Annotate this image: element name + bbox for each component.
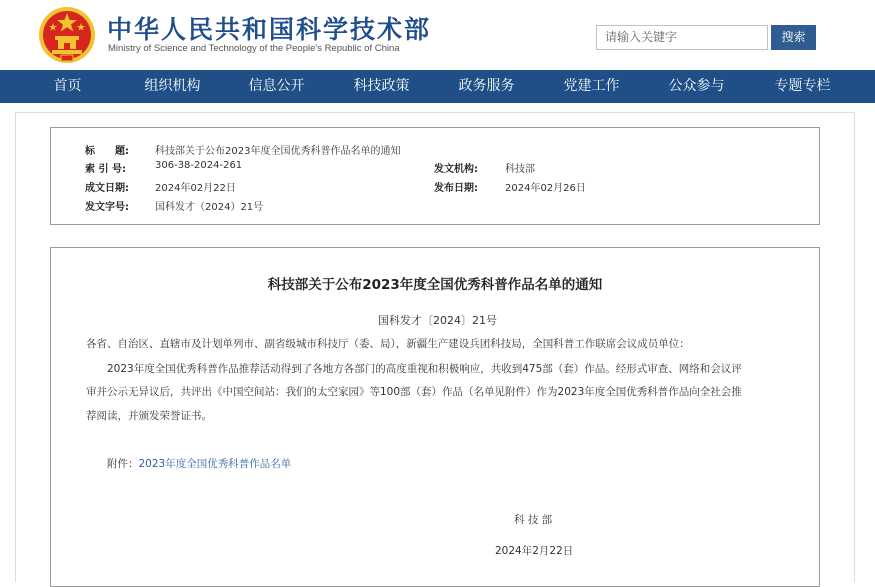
article-signature: 科 技 部 xyxy=(514,514,553,526)
meta-index-value: 306-38-2024-261 xyxy=(155,160,243,171)
site-header xyxy=(0,0,875,70)
meta-title-label: 标 题: xyxy=(85,146,129,157)
site-subtitle: Ministry of Science and Technology of the People's Republic of China xyxy=(108,43,400,54)
article-body-line: 荐阅读，并颁发荣誉证书。 xyxy=(86,410,212,422)
site-title: 中华人民共和国科学技术部 xyxy=(107,15,432,44)
meta-issuer-label: 发文机构: xyxy=(434,164,478,175)
meta-docno-value: 国科发才（2024）21号 xyxy=(155,202,264,213)
nav-item-special-topics[interactable]: 专题专栏 xyxy=(774,78,831,94)
attachment-label: 附件： xyxy=(107,458,139,470)
nav-item-home[interactable]: 首页 xyxy=(53,78,82,94)
meta-written-date-value: 2024年02月22日 xyxy=(155,183,236,194)
article-doc-number: 国科发才〔2024〕21号 xyxy=(378,314,497,327)
search-button[interactable]: 搜索 xyxy=(771,25,816,50)
nav-item-info-disclosure[interactable]: 信息公开 xyxy=(248,78,305,94)
national-emblem-icon xyxy=(38,6,96,64)
nav-item-policy[interactable]: 科技政策 xyxy=(353,78,410,94)
article-recipients: 各省、自治区、直辖市及计划单列市、副省级城市科技厅（委、局），新疆生产建设兵团科技局，全国科普工作联席会议成员单位： xyxy=(86,338,690,350)
main-nav xyxy=(0,70,875,103)
attachment-line xyxy=(107,456,291,471)
nav-item-party-building[interactable]: 党建工作 xyxy=(563,78,620,94)
meta-title-value: 科技部关于公布2023年度全国优秀科普作品名单的通知 xyxy=(155,146,401,157)
meta-issuer-value: 科技部 xyxy=(505,164,535,175)
nav-item-organization[interactable]: 组织机构 xyxy=(144,78,201,94)
search-input[interactable]: 请输入关键字 xyxy=(596,25,768,50)
meta-written-date-label: 成文日期: xyxy=(85,183,129,194)
article-body-line: 审并公示无异议后，共评出《中国空间站：我们的太空家园》等100部（套）作品（名单见附件）作为2023年度全国优秀科普作品向全社会推 xyxy=(86,386,742,398)
meta-published-date-label: 发布日期: xyxy=(434,183,478,194)
attachment-link[interactable]: 2023年度全国优秀科普作品名单 xyxy=(138,458,292,470)
article-body-line: 2023年度全国优秀科普作品推荐活动得到了各地方各部门的高度重视和积极响应，共收到475部（套）作品。经形式审查、网络和会议评 xyxy=(107,363,742,375)
nav-item-public-participation[interactable]: 公众参与 xyxy=(668,78,725,94)
nav-item-services[interactable]: 政务服务 xyxy=(458,78,515,94)
meta-docno-label: 发文字号: xyxy=(85,202,129,213)
article-date: 2024年2月22日 xyxy=(495,545,574,557)
meta-index-label: 索 引 号: xyxy=(85,164,126,175)
article-title: 科技部关于公布2023年度全国优秀科普作品名单的通知 xyxy=(267,277,603,293)
meta-published-date-value: 2024年02月26日 xyxy=(505,183,586,194)
